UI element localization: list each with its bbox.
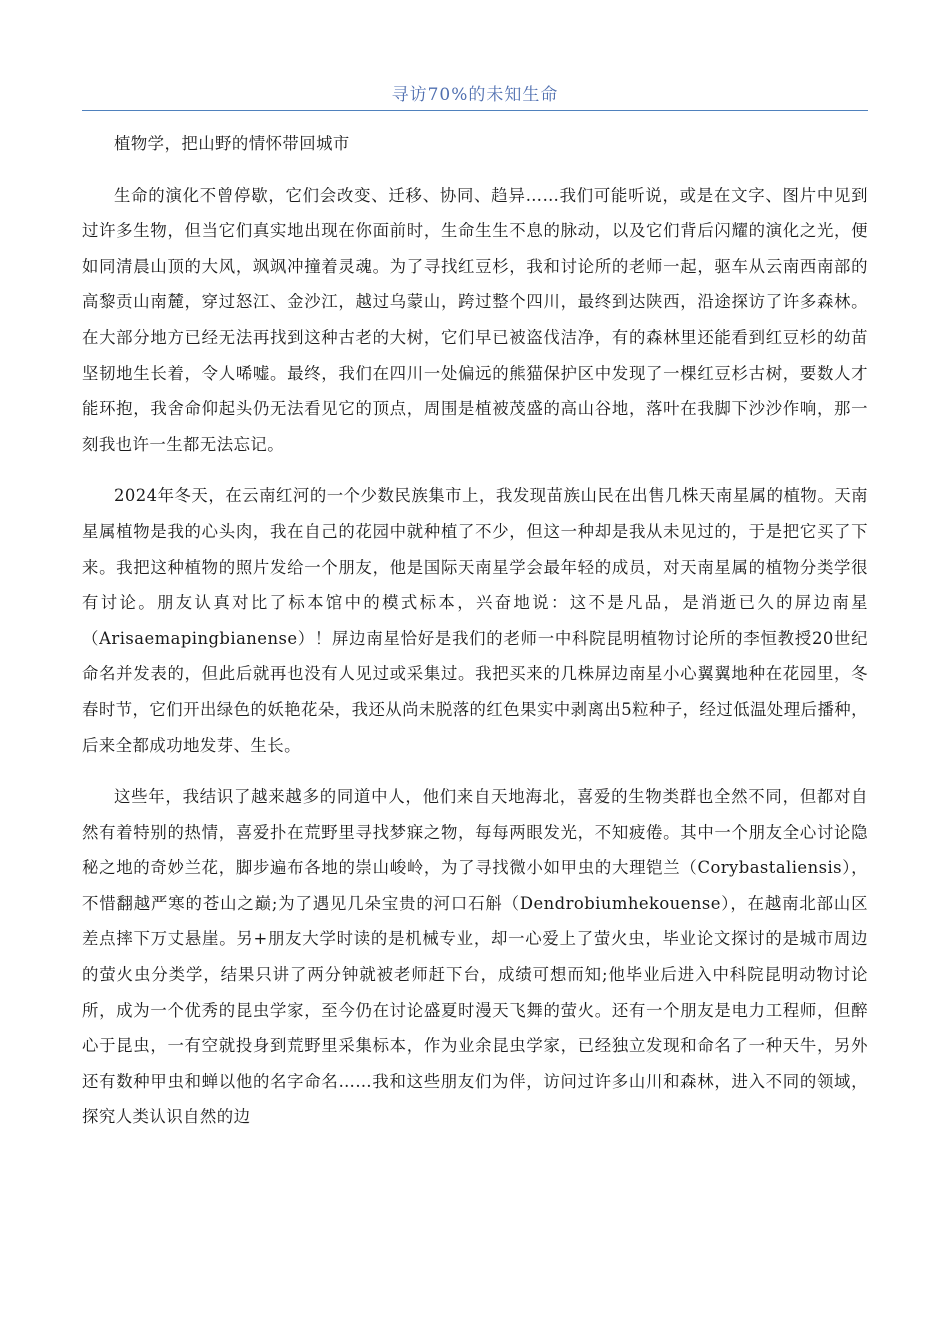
page-header [82,82,868,111]
paragraph-1: 生命的演化不曾停歇，它们会改变、迁移、协同、趋异……我们可能听说，或是在文字、图片中见到过许多生物，但当它们真实地出现在你面前时，生命生生不息的脉动，以及它们背后闪耀的演化之光，便如同清晨山顶的大风，飒飒冲撞着灵魂。为了寻找红豆杉，我和讨论所的老师一起，驱车从云南西南部的高黎贡山南麓，穿过怒江、金沙江，越过乌蒙山，跨过整个四川，最终到达陕西，沿途探访了许多森林。在大部分地方已经无法再找到这种古老的大树，它们早已被盗伐洁净，有的森林里还能看到红豆杉的幼苗坚韧地生长着，令人唏嘘。最终，我们在四川一处偏远的熊猫保护区中发现了一棵红豆杉古树，要数人才能环抱，我舍命仰起头仍无法看见它的顶点，周围是植被茂盛的高山谷地，落叶在我脚下沙沙作响，那一刻我也许一生都无法忘记。 [82,185,868,454]
paragraph-2: 2024年冬天，在云南红河的一个少数民族集市上，我发现苗族山民在出售几株天南星属的植物。天南星属植物是我的心头肉，我在自己的花园中就种植了不少，但这一种却是我从未见过的，于是把它买了下来。我把这种植物的照片发给一个朋友，他是国际天南星学会最年轻的成员，对天南星属的植物分类学很有讨论。朋友认真对比了标本馆中的模式标本，兴奋地说：这不是凡品，是消逝已久的屏边南星（Arisaemapingbianense）！屏边南星恰好是我们的老师一中科院昆明植物讨论所的李恒教授20世纪命名并发表的，但此后就再也没有人见过或采集过。我把买来的几株屏边南星小心翼翼地种在花园里，冬春时节，它们开出绿色的妖艳花朵，我还从尚未脱落的红色果实中剥离出5粒种子，经过低温处理后播种，后来全都成功地发芽、生长。 [82,486,868,755]
article-subtitle: 植物学，把山野的情怀带回城市 [114,134,350,153]
paragraph-3: 这些年，我结识了越来越多的同道中人，他们来自天地海北，喜爱的生物类群也全然不同，但都对自然有着特别的热情，喜爱扑在荒野里寻找梦寐之物，每每两眼发光，不知疲倦。其中一个朋友全心讨论隐秘之地的奇妙兰花，脚步遍布各地的崇山峻岭，为了寻找微小如甲虫的大理铠兰（Corybastaliensis），不惜翻越严寒的苍山之巅;为了遇见几朵宝贵的河口石斛（Dendrobiumhekouense），在越南北部山区差点摔下万丈悬崖。另+朋友大学时读的是机械专业，却一心爱上了萤火虫，毕业论文探讨的是城市周边的萤火虫分类学，结果只讲了两分钟就被老师赶下台，成绩可想而知;他毕业后进入中科院昆明动物讨论所，成为一个优秀的昆虫学家，至今仍在讨论盛夏时漫天飞舞的萤火。还有一个朋友是电力工程师，但醉心于昆虫，一有空就投身到荒野里采集标本，作为业余昆虫学家，已经独立发现和命名了一种天牛，另外还有数种甲虫和蝉以他的名字命名……我和这些朋友们为伴，访问过许多山川和森林，进入不同的领域，探究人类认识自然的边 [82,787,868,1127]
article-body [82,126,868,1151]
page-title: 寻访70%的未知生命 [391,85,559,105]
